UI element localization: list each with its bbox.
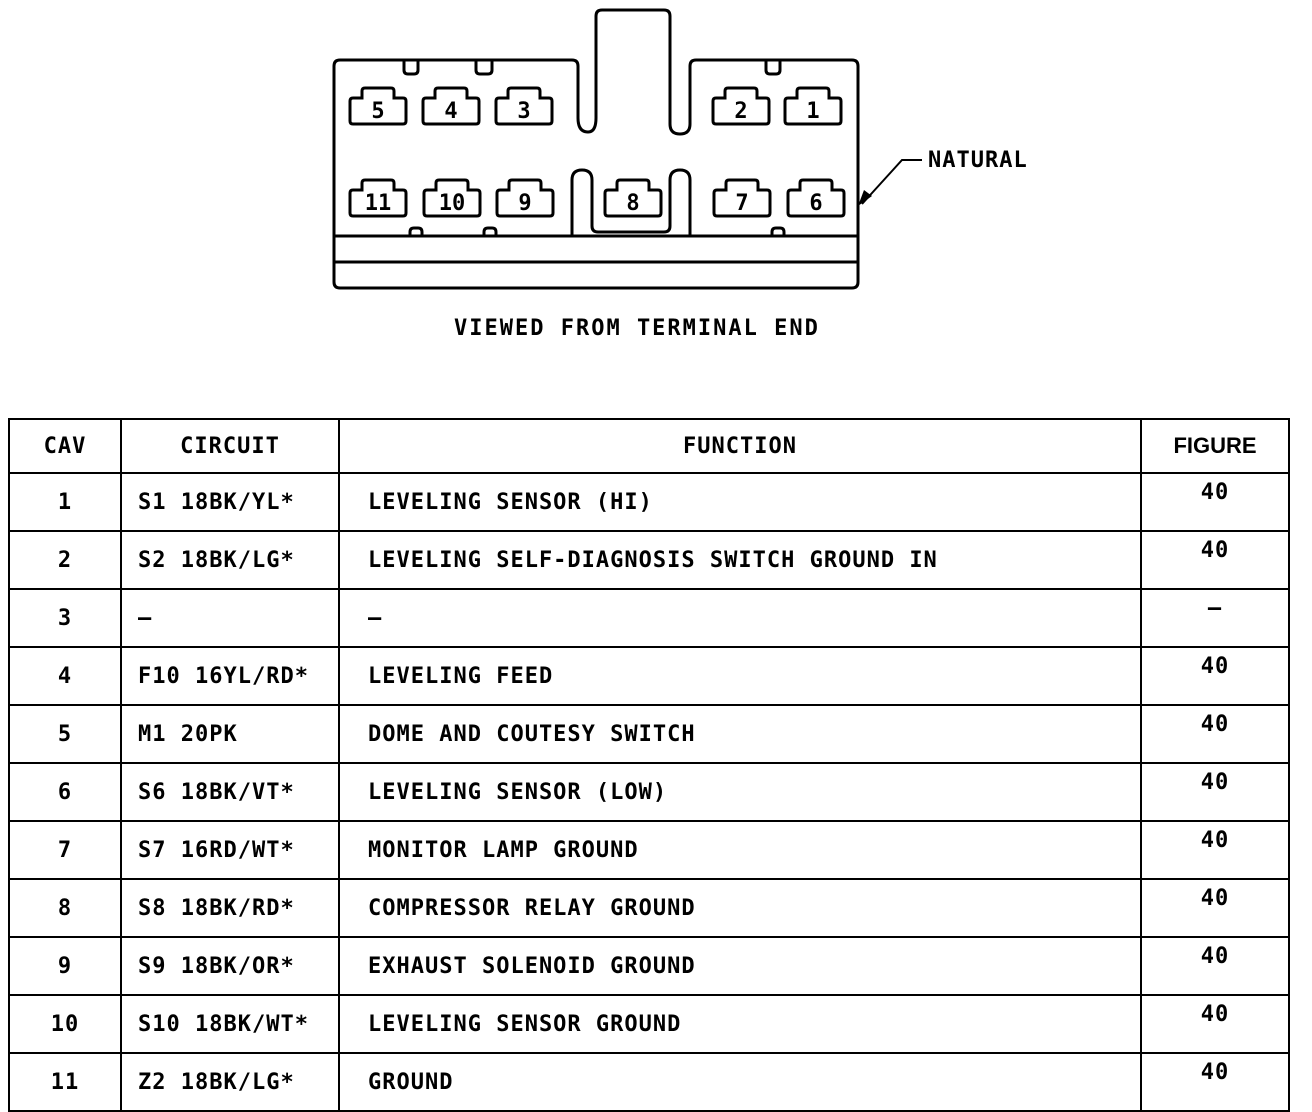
top-notch-left	[404, 60, 418, 74]
cavity-number: 11	[364, 191, 392, 216]
cell-circuit: —	[121, 589, 339, 647]
table-row	[9, 821, 1289, 879]
cavity-7	[714, 180, 770, 216]
natural-leader-line	[862, 160, 922, 204]
table-row	[9, 1053, 1289, 1111]
cell-function: LEVELING FEED	[339, 647, 1141, 705]
cell-cav: 4	[9, 647, 121, 705]
cell-function: LEVELING SENSOR (LOW)	[339, 763, 1141, 821]
cell-function: DOME AND COUTESY SWITCH	[339, 705, 1141, 763]
header-circuit: CIRCUIT	[121, 419, 339, 473]
cell-cav: 5	[9, 705, 121, 763]
table-body	[9, 473, 1289, 1111]
view-caption: VIEWED FROM TERMINAL END	[454, 316, 820, 341]
cell-circuit: S6 18BK/VT*	[121, 763, 339, 821]
cavity-2	[713, 88, 769, 124]
cell-figure: 40	[1141, 473, 1289, 531]
cell-figure: 40	[1141, 879, 1289, 937]
cavity-number: 3	[517, 99, 531, 124]
table-row	[9, 589, 1289, 647]
cavity-6	[788, 180, 844, 216]
cavity-number: 7	[735, 191, 749, 216]
connector-housing	[334, 10, 858, 236]
natural-color-label: NATURAL	[928, 148, 1028, 173]
cell-figure: —	[1141, 589, 1289, 647]
cavity-number: 6	[809, 191, 823, 216]
cell-circuit: S9 18BK/OR*	[121, 937, 339, 995]
table-row	[9, 879, 1289, 937]
cell-figure: 40	[1141, 647, 1289, 705]
cell-cav: 2	[9, 531, 121, 589]
table-row	[9, 531, 1289, 589]
cavity-9	[497, 180, 553, 216]
table-row	[9, 473, 1289, 531]
cavity-row-bottom	[350, 180, 844, 216]
header-figure: FIGURE	[1141, 419, 1289, 473]
table-row	[9, 705, 1289, 763]
top-notch-middle	[476, 60, 492, 74]
cell-figure: 40	[1141, 937, 1289, 995]
cavity-number: 8	[626, 191, 640, 216]
cavity-8	[605, 180, 661, 216]
cell-function: LEVELING SENSOR (HI)	[339, 473, 1141, 531]
header-cav: CAV	[9, 419, 121, 473]
cell-figure: 40	[1141, 763, 1289, 821]
cell-figure: 40	[1141, 821, 1289, 879]
cavity-number: 10	[438, 191, 466, 216]
cell-circuit: S8 18BK/RD*	[121, 879, 339, 937]
cell-circuit: F10 16YL/RD*	[121, 647, 339, 705]
cell-circuit: S2 18BK/LG*	[121, 531, 339, 589]
cavity-5	[350, 88, 406, 124]
cavity-number: 9	[518, 191, 532, 216]
table-row	[9, 995, 1289, 1053]
table-row	[9, 937, 1289, 995]
cell-cav: 9	[9, 937, 121, 995]
cell-figure: 40	[1141, 705, 1289, 763]
connector-base	[334, 230, 858, 288]
cell-circuit: M1 20PK	[121, 705, 339, 763]
cell-circuit: S10 18BK/WT*	[121, 995, 339, 1053]
cavity-table	[8, 418, 1290, 1112]
cell-cav: 3	[9, 589, 121, 647]
cavity-3	[496, 88, 552, 124]
cell-function: LEVELING SELF-DIAGNOSIS SWITCH GROUND IN	[339, 531, 1141, 589]
top-notch-right	[766, 60, 780, 74]
cell-function: GROUND	[339, 1053, 1141, 1111]
cavity-10	[424, 180, 480, 216]
table-row	[9, 763, 1289, 821]
cavity-number: 4	[444, 99, 458, 124]
table-row	[9, 647, 1289, 705]
cell-figure: 40	[1141, 1053, 1289, 1111]
cell-function: —	[339, 589, 1141, 647]
cell-figure: 40	[1141, 531, 1289, 589]
cavity-number: 1	[806, 99, 820, 124]
cavity-4	[423, 88, 479, 124]
cell-figure: 40	[1141, 995, 1289, 1053]
cell-cav: 10	[9, 995, 121, 1053]
cell-circuit: Z2 18BK/LG*	[121, 1053, 339, 1111]
cell-cav: 6	[9, 763, 121, 821]
cell-function: COMPRESSOR RELAY GROUND	[339, 879, 1141, 937]
cell-cav: 11	[9, 1053, 121, 1111]
cavity-11	[350, 180, 406, 216]
cell-cav: 8	[9, 879, 121, 937]
cell-cav: 1	[9, 473, 121, 531]
cell-circuit: S1 18BK/YL*	[121, 473, 339, 531]
natural-arrowhead	[858, 190, 872, 206]
cavity-number: 5	[371, 99, 385, 124]
cell-circuit: S7 16RD/WT*	[121, 821, 339, 879]
cell-function: LEVELING SENSOR GROUND	[339, 995, 1141, 1053]
cell-cav: 7	[9, 821, 121, 879]
cell-function: MONITOR LAMP GROUND	[339, 821, 1141, 879]
cavity-number: 2	[734, 99, 748, 124]
table-header-row	[9, 419, 1289, 473]
cavity-1	[785, 88, 841, 124]
cell-function: EXHAUST SOLENOID GROUND	[339, 937, 1141, 995]
header-function: FUNCTION	[339, 419, 1141, 473]
